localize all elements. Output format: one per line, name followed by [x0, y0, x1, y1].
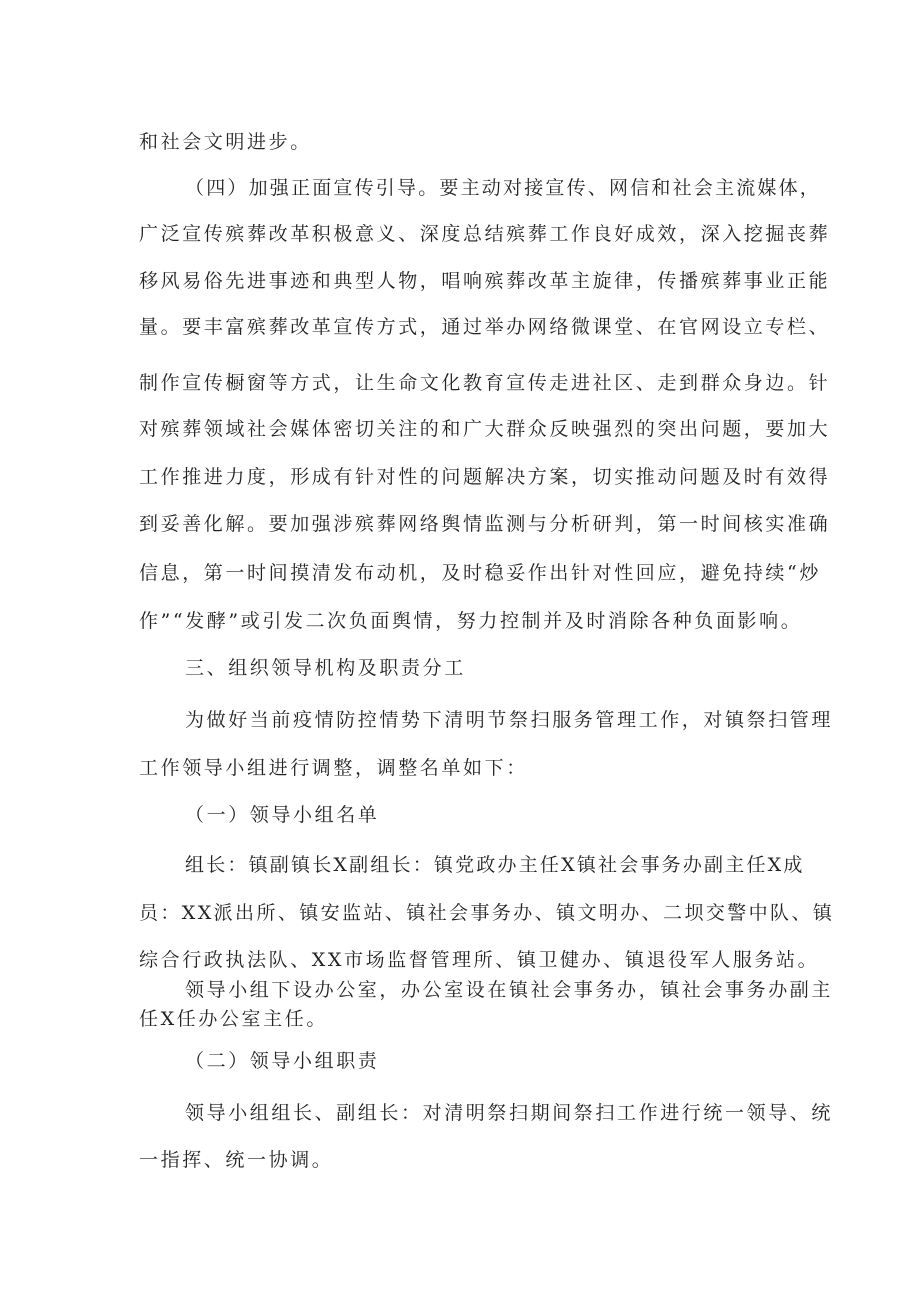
subsection-heading: （一）领导小组名单	[185, 804, 380, 826]
text-line: 广泛宣传殡葬改革积极意义、深度总结殡葬工作良好成效，深入挖掘丧葬	[139, 223, 831, 245]
text-line: （四）加强正面宣传引导。要主动对接宣传、网信和社会主流媒体，	[185, 177, 822, 199]
text-line: 对殡葬领域社会媒体密切关注的和广大群众反映强烈的突出问题，要加大	[139, 418, 831, 440]
text-line: 工作领导小组进行调整，调整名单如下：	[139, 757, 528, 779]
text-line: 和社会文明进步。	[139, 131, 312, 153]
text-line: 领导小组组长、副组长：对清明祭扫期间祭扫工作进行统一领导、统	[185, 1102, 834, 1124]
text-line: 量。要丰富殡葬改革宣传方式，通过举办网络微课堂、在官网设立专栏、	[139, 316, 831, 338]
text-line: 信息，第一时间摸清发布动机，及时稳妥作出针对性回应，避免持续“炒	[139, 562, 821, 584]
text-line: 任X任办公室主任。	[139, 1008, 328, 1030]
subsection-heading: （二）领导小组职责	[185, 1050, 380, 1072]
text-line: 工作推进力度，形成有针对性的问题解决方案，切实推动问题及时有效得	[139, 466, 831, 488]
text-line: 为做好当前疫情防控情势下清明节祭扫服务管理工作，对镇祭扫管理	[185, 709, 834, 731]
section-heading: 三、组织领导机构及职责分工	[185, 657, 466, 679]
text-line: 制作宣传橱窗等方式，让生命文化教育宣传走进社区、走到群众身边。针	[139, 372, 831, 394]
text-line: 领导小组下设办公室，办公室设在镇社会事务办，镇社会事务办副主	[185, 979, 834, 1001]
text-line: 组长：镇副镇长X副组长：镇党政办主任X镇社会事务办副主任X成	[185, 854, 805, 876]
text-line: 综合行政执法队、XX市场监督管理所、镇卫健办、镇退役军人服务站。	[139, 949, 820, 971]
text-line: 移风易俗先进事迹和典型人物，唱响殡葬改革主旋律，传播殡葬事业正能	[139, 270, 831, 292]
text-line: 到妥善化解。要加强涉殡葬网络舆情监测与分析研判，第一时间核实准确	[139, 513, 831, 535]
text-line: 一指挥、统一协调。	[139, 1149, 334, 1171]
text-line: 作”“发酵”或引发二次负面舆情，努力控制并及时消除各种负面影响。	[139, 610, 803, 632]
text-line: 员：XX派出所、镇安监站、镇社会事务办、镇文明办、二坝交警中队、镇	[139, 902, 835, 924]
